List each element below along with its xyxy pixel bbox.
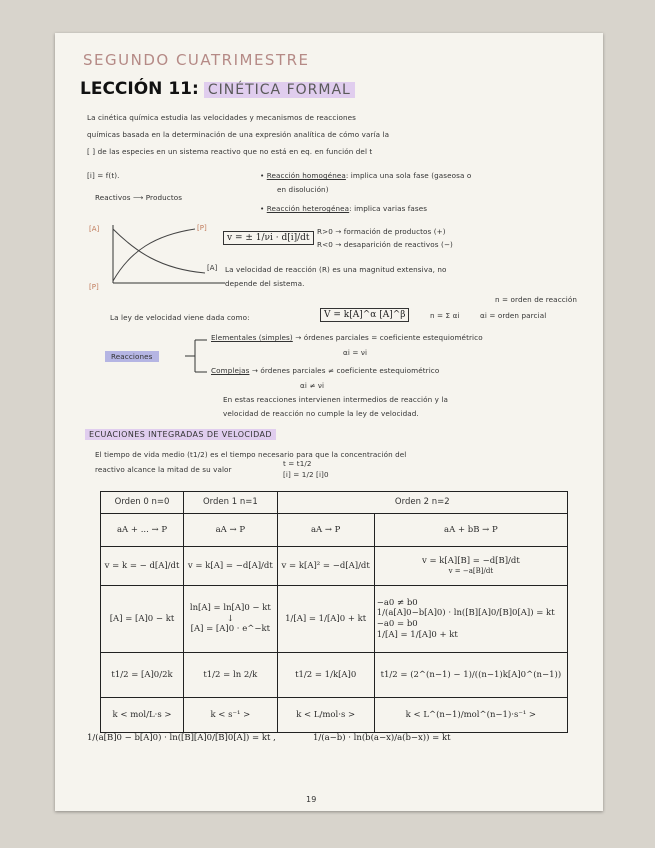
integrated-cond-2: [i] = 1/2 [i]0 [283,470,329,479]
cell-halflife-1: t1/2 = ln 2/k [184,653,278,698]
bullet-heterogenea [260,204,427,213]
productos-label: Productos [145,193,183,202]
bullet-icon: • [260,171,267,180]
cell-rate-2: v = k[A]² = −d[A]/dt [277,547,374,586]
bottom-equation-2: 1/(a−b) · ln(b(a−x)/a(b−x)) = kt [313,733,451,743]
reacciones-label: Reacciones [105,351,159,362]
elementales-eq: αi = νi [343,348,368,357]
table-row-rates [101,547,568,586]
graph-label-a-left: [A] [89,225,100,233]
cell-units-0: k < mol/L·s > [101,698,184,733]
elementales-label: Elementales (simples) [211,333,293,342]
bullet-homogenea [260,171,471,180]
rate-note-2: depende del sistema. [225,279,305,288]
complejas-line [211,366,439,375]
cell-rate-3-main: v = k[A][B] = −d[B]/dt [421,556,520,567]
cell-halflife-0: t1/2 = [A]0/2k [101,653,184,698]
reaction-order-table [100,491,568,733]
cell-halflife-2: t1/2 = 1/k[A]0 [277,653,374,698]
cell-integrated-1 [184,586,278,653]
heterogenea-desc: : implica varias fases [349,204,428,213]
page-number: 19 [306,795,317,804]
rate-note-1: La velocidad de reacción (R) es una magnitud extensiva, no [225,265,447,274]
cell-integrated-3-c: −a0 = b0 [376,619,418,629]
header-order-0: Orden 0 n=0 [101,492,184,514]
graph-label-p-right: [P] [197,224,207,232]
concentration-graph [85,221,235,291]
intro-line-2: químicas basada en la determinación de una expresión analítica de cómo varía la [87,130,390,139]
classification-bracket [183,336,209,376]
reactant-decay-curve [113,229,205,273]
complejas-eq: αi ≠ νi [300,381,325,390]
reactions-note-1: En estas reacciones intervienen intermedios de reacción y la [223,395,448,404]
law-n-def: n = Σ αi [430,311,460,320]
reactivos-label: Reactivos [95,193,131,202]
table-row-halflife [101,653,568,698]
homogenea-desc-cont: en disolución) [277,185,329,194]
elementales-line [211,333,483,342]
cell-halflife-3: t1/2 = (2^(n−1) − 1)/((n−1)k[A]0^(n−1)) [374,653,567,698]
lesson-heading [80,79,355,99]
integrated-cond-1: t = t1/2 [283,459,312,468]
rate-positive: R>0 → formación de productos (+) [317,227,446,236]
cell-units-2: k < L/mol·s > [277,698,374,733]
reactions-note-2: velocidad de reacción no cumple la ley de velocidad. [223,409,419,418]
integrated-heading: ECUACIONES INTEGRADAS DE VELOCIDAD [85,429,276,440]
law-text: La ley de velocidad viene dada como: [110,313,250,322]
lesson-label: LECCIÓN 11: [80,79,199,99]
integrated-line-1: El tiempo de vida medio (t1/2) es el tiempo necesario para que la concentración del [95,450,407,459]
cell-integrated-3-a: −a0 ≠ b0 [376,597,418,608]
rate-formula: v = ± 1/νi · d[i]/dt [223,231,314,245]
cell-integrated-2: 1/[A] = 1/[A]0 + kt [277,586,374,653]
cell-reaction-3: aA + bB → P [374,514,567,547]
cell-units-1: k < s⁻¹ > [184,698,278,733]
cell-rate-1: v = k[A] = −d[A]/dt [184,547,278,586]
cell-rate-3-extra: v = −a[B]/dt [448,566,494,575]
cell-integrated-1-main: ln[A] = ln[A]0 − kt [189,603,271,614]
header-order-2: Orden 2 n=2 [277,492,567,514]
intro-line-4: [i] = f(t). [87,171,120,180]
arrow-icon: ⟶ [132,193,146,202]
table-row-units [101,698,568,733]
table-row-integrated [101,586,568,653]
bottom-equation-1: 1/(a[B]0 − b[A]0) · ln([B][A]0/[B]0[A]) = kt , [87,733,276,743]
table-row-reactions [101,514,568,547]
complejas-desc: → órdenes parciales ≠ coeficiente estequiométrico [251,366,440,375]
cell-units-3: k < L^(n−1)/mol^(n−1)·s⁻¹ > [374,698,567,733]
cell-integrated-1-exp: [A] = [A]0 · e^−kt [190,624,271,635]
law-formula: V = k[A]^α [A]^β [320,308,409,322]
homogenea-name: Reacción homogénea [266,171,346,180]
law-order-def: n = orden de reacción [495,295,578,304]
cell-rate-3 [374,547,567,586]
cell-integrated-3-d: 1/[A] = 1/[A]0 + kt [376,629,458,640]
header-order-1: Orden 1 n=1 [184,492,278,514]
cell-integrated-0: [A] = [A]0 − kt [101,586,184,653]
quarter-title: SEGUNDO CUATRIMESTRE [83,51,310,69]
heterogenea-name: Reacción heterogénea [266,204,350,213]
intro-line-3: [ ] de las especies en un sistema reactivo que no está en eq. en función del t [87,147,373,156]
complejas-label: Complejas [211,366,250,375]
product-growth-curve [113,229,195,281]
table-header-row [101,492,568,514]
homogenea-desc: : implica una sola fase (gaseosa o [345,171,472,180]
cell-reaction-0: aA + ... → P [101,514,184,547]
notebook-page [55,33,603,811]
reaction-scheme [95,193,182,202]
intro-line-1: La cinética química estudia las velocidades y mecanismos de reacciones [87,113,357,122]
lesson-title: CINÉTICA FORMAL [204,82,355,98]
cell-reaction-1: aA → P [184,514,278,547]
rate-negative: R<0 → desaparición de reactivos (−) [317,240,453,249]
elementales-desc: → órdenes parciales = coeficiente estequiométrico [295,333,483,342]
cell-integrated-3-b: 1/(a[A]0−b[A]0) · ln([B][A]0/[B]0[A]) = kt [376,608,555,619]
bullet-icon: • [260,204,267,213]
cell-rate-0: v = k = − d[A]/dt [101,547,184,586]
integrated-line-2: reactivo alcance la mitad de su valor [95,465,232,474]
down-arrow-icon: ↓ [226,613,234,624]
graph-label-p-left: [P] [89,283,99,291]
cell-integrated-3 [374,586,567,653]
law-partial-def: αi = orden parcial [480,311,547,320]
graph-label-a-right: [A] [207,264,218,272]
cell-reaction-2: aA → P [277,514,374,547]
